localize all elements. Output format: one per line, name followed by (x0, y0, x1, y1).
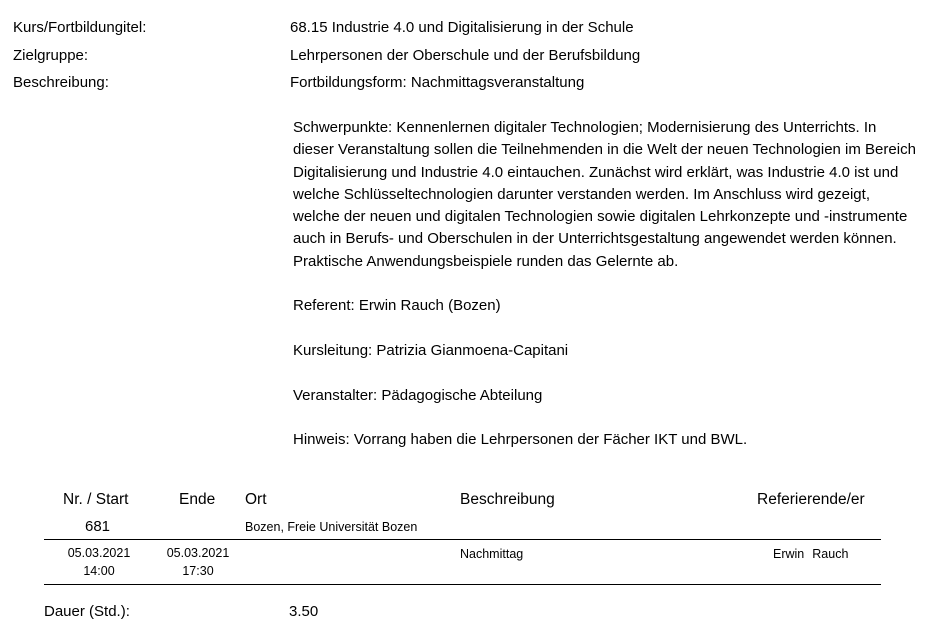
session-start-date: 05.03.2021 (67, 546, 131, 560)
description-label: Beschreibung: (13, 74, 109, 91)
course-number: 681 (85, 518, 111, 535)
header-place: Ort (245, 491, 267, 508)
duration-label: Dauer (Std.): (44, 603, 130, 620)
course-lead-info: Kursleitung: Patrizia Gianmoena-Capitani (293, 341, 569, 359)
header-nr-start: Nr. / Start (63, 491, 129, 508)
course-title-value: 68.15 Industrie 4.0 und Digitalisierung in der Schule (290, 19, 634, 36)
session-start-time: 14:00 (83, 564, 115, 578)
note-info: Hinweis: Vorrang haben die Lehrpersonen der Fächer IKT und BWL. (293, 431, 748, 449)
description-block (293, 117, 918, 474)
header-speakers: Referierende/er (757, 491, 865, 508)
session-end-time: 17:30 (182, 564, 214, 578)
header-description: Beschreibung (460, 491, 555, 508)
session-speaker (773, 545, 848, 563)
course-title-label: Kurs/Fortbildungitel: (13, 19, 147, 36)
organizer-info: Veranstalter: Pädagogische Abteilung (293, 386, 543, 404)
session-end (157, 544, 239, 580)
session-start (58, 544, 140, 580)
duration-value: 3.50 (289, 603, 319, 620)
speaker-last-name: Rauch (812, 547, 849, 561)
course-place: Bozen, Freie Universität Bozen (245, 520, 418, 534)
header-end: Ende (179, 491, 216, 508)
session-end-date: 05.03.2021 (166, 546, 230, 560)
speaker-first-name: Erwin (773, 547, 805, 561)
speaker-info: Referent: Erwin Rauch (Bozen) (293, 297, 501, 315)
session-description: Nachmittag (460, 547, 524, 561)
description-focus: Schwerpunkte: Kennenlernen digitaler Technologien; Modernisierung des Unterrichts. In dieser Veranstaltung sollen die Teilnehmenden in die Welt der neuen Technologien im Bereich Digitalisierung und Industrie 4.0 eintauchen. Zunächst wird erklärt, was Industrie 4.0 ist und welche Schlüsseltechnologien darunter verstanden werden. Im Anschluss wird gezeigt, welche der neuen und digitalen Technologien sowie digitalen Lehrkonzepte und -instrumente auch in Berufs- und Oberschulen in der Unterrichtsgestaltung angewendet werden können. Praktische Anwendungsbeispiele runden das Gelernte ab. (293, 119, 916, 270)
target-group-value: Lehrpersonen der Oberschule und der Berufsbildung (290, 47, 641, 64)
target-group-label: Zielgruppe: (13, 47, 89, 64)
course-format: Fortbildungsform: Nachmittagsveranstaltung (290, 74, 585, 91)
table-divider-top (44, 539, 881, 540)
table-divider-bottom (44, 584, 881, 585)
